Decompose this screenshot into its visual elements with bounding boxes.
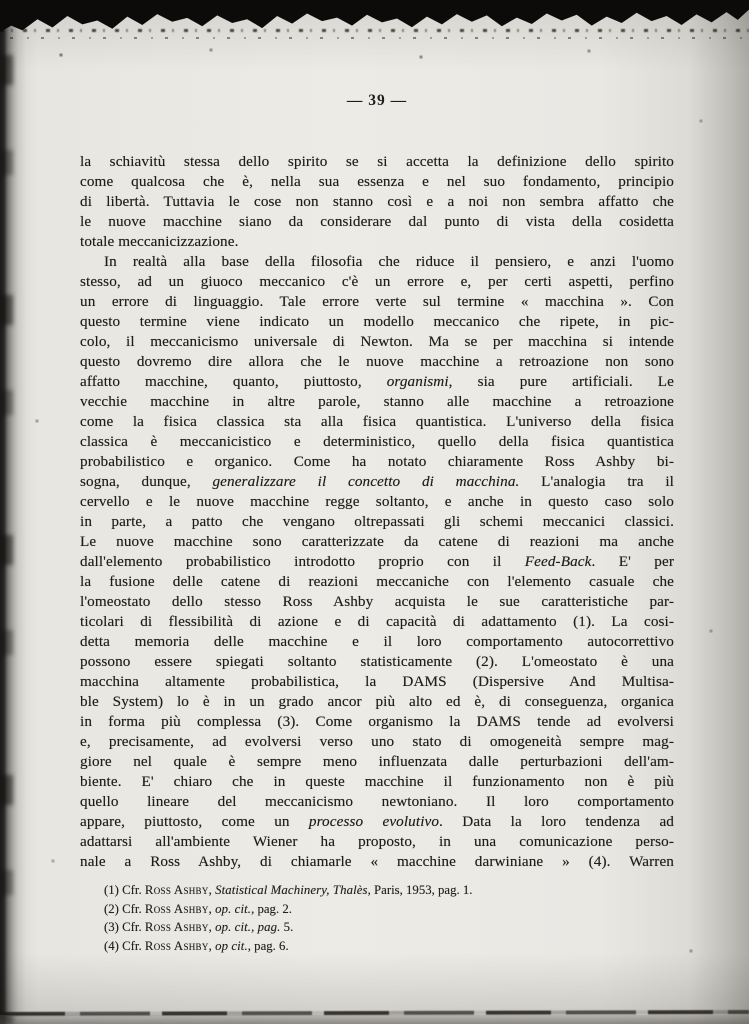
text-line: nale a Ross Ashby, di chiamarle « macchine darwiniane » (4). Warren [80, 853, 674, 870]
text-line: detta memoria delle macchine e il loro comportamento autocorrettivo [80, 633, 674, 650]
text-line: biente. E' chiaro che in queste macchine il funzionamento non è più [80, 773, 674, 790]
text-line: la schiavitù stessa dello spirito se si accetta la definizione dello spirito [80, 153, 674, 170]
text-line: ticolari di flessibilità di azione e di capacità di adattamento (1). La cosi- [80, 613, 674, 630]
text-line: un errore di linguaggio. Tale errore verte sul termine « macchina ». Con [80, 293, 674, 310]
scan-edge-top [0, 0, 749, 32]
text-line: cervello e le nuove macchine regge soltanto, e anche in questo caso solo [80, 493, 674, 510]
text-line: come qualcosa che è, nella sua essenza e nel suo fondamento, principio [80, 173, 674, 190]
text-line: affatto macchine, quanto, piuttosto, organismi, sia pure artificiali. Le [80, 373, 674, 390]
text-line: l'omeostato dello stesso Ross Ashby acquista le sue caratteristiche par- [80, 593, 674, 610]
text-line: giore nel quale è sempre meno influenzata dalle perturbazioni dell'am- [80, 753, 674, 770]
text-line: Le nuove macchine sono caratterizzate da catene di reazioni ma anche [80, 533, 674, 550]
scan-noise-line [10, 37, 749, 39]
text-line: stesso, ad un giuoco meccanico c'è un errore e, per certi aspetti, perfino [80, 273, 674, 290]
text-line: in parte, a patto che vengano oltrepassati gli schemi meccanici classici. [80, 513, 674, 530]
text-line: di libertà. Tuttavia le cose non stanno così e a noi non sembra affatto che [80, 193, 674, 210]
text-line: probabilistico e organico. Come ha notato chiaramente Ross Ashby bi- [80, 453, 674, 470]
text-line: quello lineare del meccanicismo newtoniano. Il loro comportamento [80, 793, 674, 810]
text-line: macchina altamente probabilistica, la DAMS (Dispersive And Multisa- [80, 673, 674, 690]
footnote-line: (4) Cfr. Ross Ashby, op cit., pag. 6. [104, 938, 289, 953]
paragraph [80, 152, 674, 252]
body-text [80, 152, 674, 872]
footnote-line: (1) Cfr. Ross Ashby, Statistical Machinery, Thalès, Paris, 1953, pag. 1. [104, 883, 473, 897]
text-line: dall'elemento probabilistico introdotto proprio con il Feed-Back. E' per [80, 553, 674, 570]
text-line: colo, il meccanicismo universale di Newton. Ma se per macchina si intende [80, 333, 674, 350]
text-line: questo termine viene indicato un modello meccanico che ripete, in pic- [80, 313, 674, 330]
text-line: come la fisica classica sta alla fisica quantistica. L'universo della fisica [80, 413, 674, 430]
text-line: questo dovremo dire allora che le nuove macchine a retroazione non sono [80, 353, 674, 370]
scan-edge-left [0, 0, 26, 1024]
page-number: — 39 — [346, 92, 408, 109]
text-line: e, precisamente, ad evolversi verso uno stato di omogeneità sempre mag- [80, 733, 674, 750]
scan-shadow-bottom [0, 1015, 749, 1024]
text-line: la fusione delle catene di reazioni meccaniche con l'elemento casuale che [80, 573, 674, 590]
text-line: le nuove macchine siano da considerare dal punto di vista della cosidetta [80, 213, 674, 230]
footnote-line: (3) Cfr. Ross Ashby, op. cit., pag. 5. [104, 920, 294, 934]
text-line: In realtà alla base della filosofia che riduce il pensiero, e anzi l'uomo [104, 253, 674, 270]
text-line: ble System) lo è in un grado ancor più alto ed è, di conseguenza, organica [80, 693, 674, 710]
text-line: adattarsi all'ambiente Wiener ha proposto, in una comunicazione perso- [80, 833, 674, 850]
text-line: totale meccanicizzazione. [80, 233, 239, 250]
text-line: classica è meccanicistico e deterministico, quello della fisica quantistica [80, 433, 674, 450]
scan-noise-line [0, 29, 749, 32]
footnote-line: (2) Cfr. Ross Ashby, op. cit., pag. 2. [104, 901, 292, 916]
scan-specks [0, 0, 2, 2]
text-line: vecchie macchine in altre parole, stanno alle macchine a retroazione [80, 393, 674, 410]
footnotes [104, 881, 670, 955]
text-line: appare, piuttosto, come un processo evolutivo. Data la loro tendenza ad [80, 813, 674, 830]
text-line: sogna, dunque, generalizzare il concetto di macchina. L'analogia tra il [80, 473, 674, 490]
text-line: in forma più complessa (3). Come organismo la DAMS tende ad evolversi [80, 713, 674, 730]
paragraph [80, 252, 674, 872]
text-line: possono essere spiegati soltanto statisticamente (2). L'omeostato è una [80, 653, 674, 670]
